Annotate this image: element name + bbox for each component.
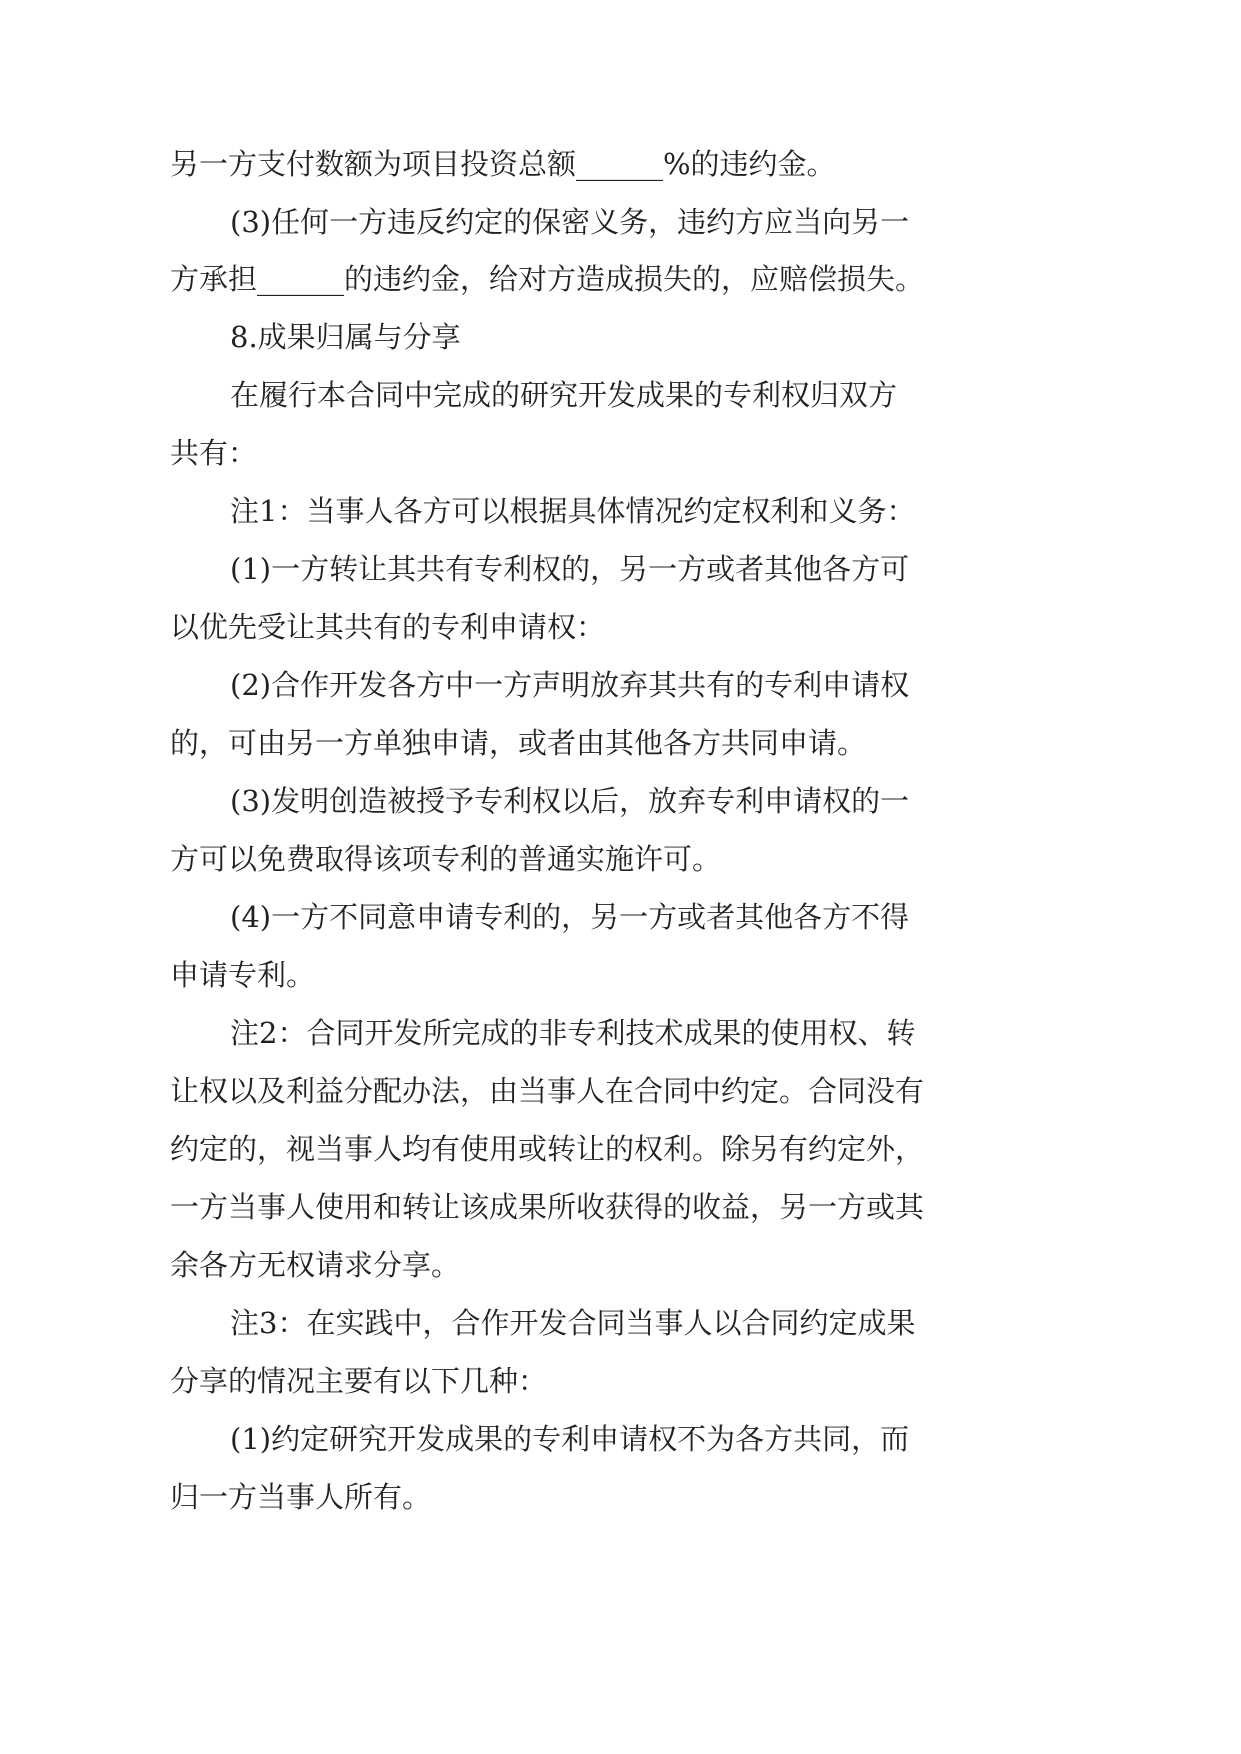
text-line: 归一方当事人所有。 [170,1480,432,1514]
text-line: 余各方无权请求分享。 [170,1248,461,1282]
text-line: 方可以免费取得该项专利的普通实施许可。 [170,842,722,876]
text-line: 注3：在实践中，合作开发合同当事人以合同约定成果 [230,1306,916,1340]
text-line: 分享的情况主要有以下几种： [170,1364,548,1398]
text-line: (3)发明创造被授予专利权以后，放弃专利申请权的一 [230,784,910,818]
text-line: 注2：合同开发所完成的非专利技术成果的使用权、转 [230,1016,916,1050]
text-line: 注1：当事人各方可以根据具体情况约定权利和义务： [230,494,916,528]
text-line: 以优先受让其共有的专利申请权： [170,610,606,644]
text-line: (3)任何一方违反约定的保密义务，违约方应当向另一 [230,205,910,239]
text-line: 的，可由另一方单独申请，或者由其他各方共同申请。 [170,726,867,760]
text-line: 另一方支付数额为项目投资总额______%的违约金。 [170,147,836,181]
text-line: (1)约定研究开发成果的专利申请权不为各方共同，而 [230,1422,910,1456]
text-line: 共有： [170,436,258,470]
text-line: 申请专利。 [170,958,316,992]
section-heading: 8.成果归属与分享 [230,320,461,354]
text-line: 约定的，视当事人均有使用或转让的权利。除另有约定外， [170,1132,925,1166]
text-line: (1)一方转让其共有专利权的，另一方或者其他各方可 [230,552,910,586]
text-line: (2)合作开发各方中一方声明放弃其共有的专利申请权 [230,668,910,702]
text-line: (4)一方不同意申请专利的，另一方或者其他各方不得 [230,900,910,934]
text-line: 一方当事人使用和转让该成果所收获得的收益，另一方或其 [170,1190,925,1224]
text-line: 在履行本合同中完成的研究开发成果的专利权归双方 [230,378,898,412]
text-line: 方承担______的违约金，给对方造成损失的，应赔偿损失。 [170,262,925,296]
text-line: 让权以及利益分配办法，由当事人在合同中约定。合同没有 [170,1074,925,1108]
